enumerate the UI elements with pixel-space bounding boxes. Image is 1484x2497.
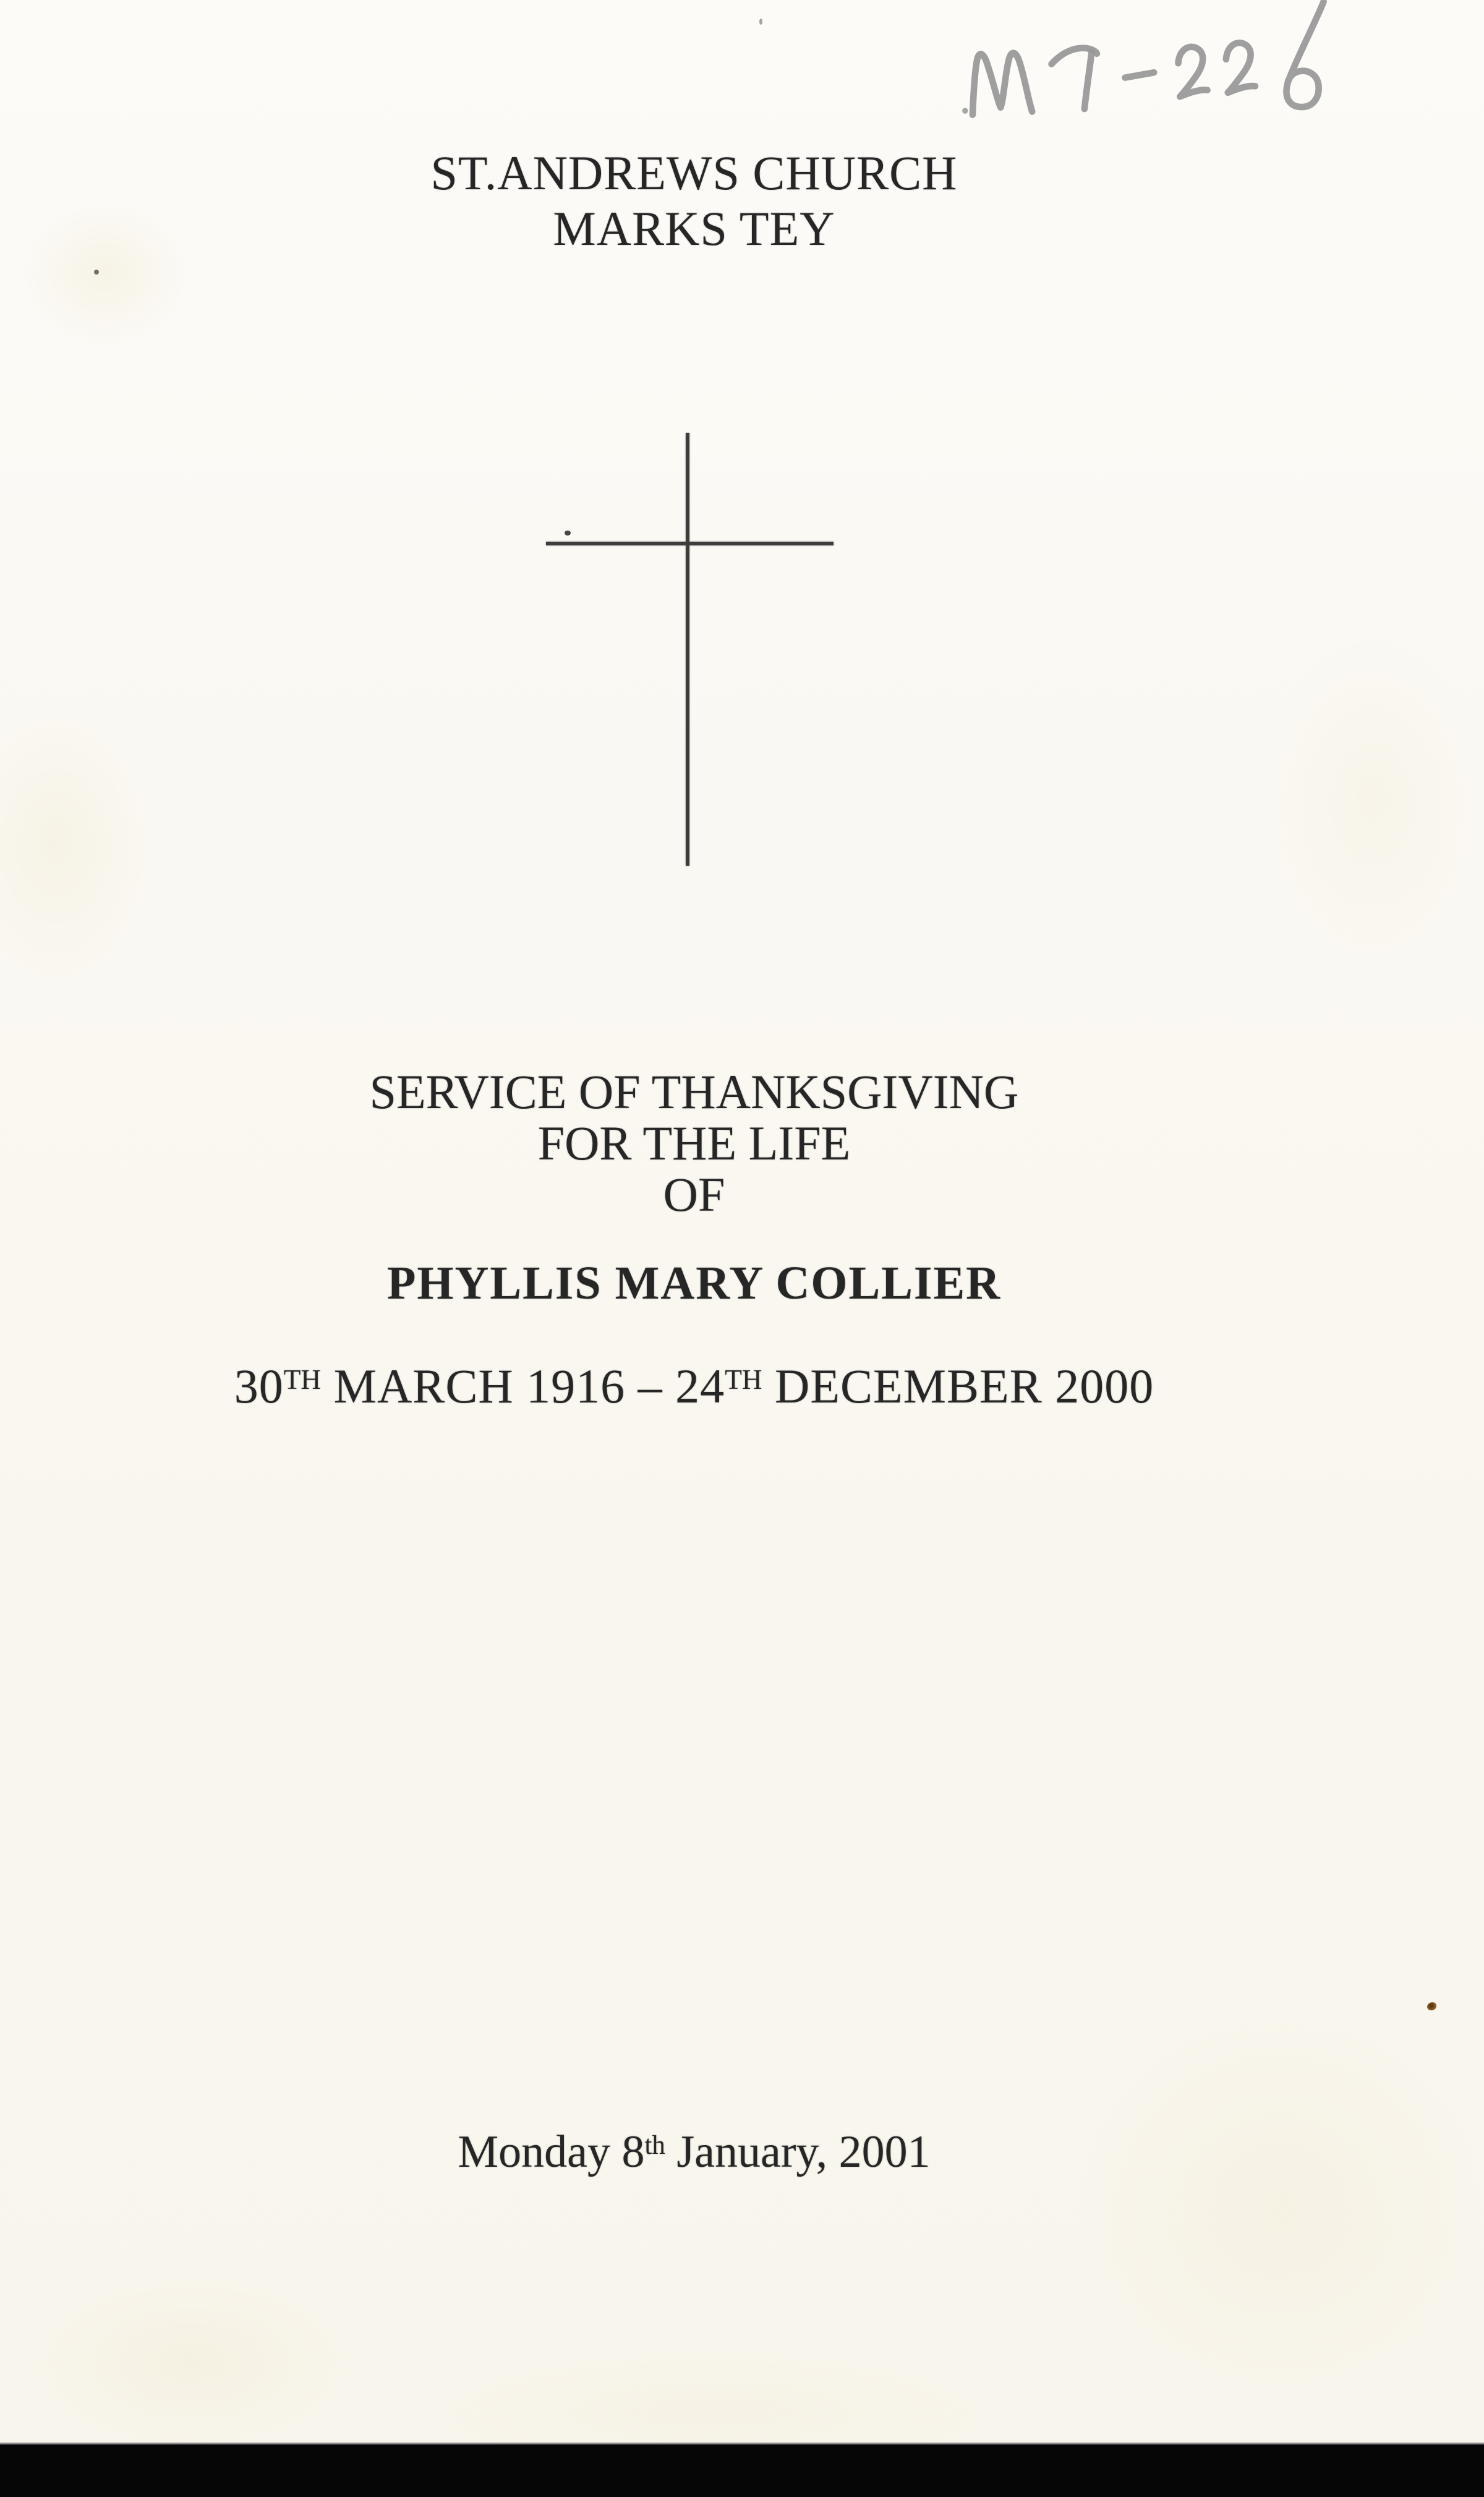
life-dates xyxy=(0,1359,1388,1417)
pencil-digit-2 xyxy=(1177,46,1208,97)
pencil-dash xyxy=(1125,72,1154,77)
service-title-line1: SERVICE OF THANKSGIVING xyxy=(369,1065,1019,1119)
service-date-end: January, 2001 xyxy=(665,2127,931,2177)
paper-stain xyxy=(31,2276,352,2449)
service-date-start: Monday 8 xyxy=(458,2127,645,2177)
service-title-line3: OF xyxy=(663,1167,725,1221)
pencil-digit-2 xyxy=(1226,42,1256,93)
paper-stain xyxy=(1261,637,1484,958)
scan-speck xyxy=(94,270,99,275)
handwritten-reference-annotation xyxy=(952,0,1367,137)
paper-stain xyxy=(1076,2016,1484,2399)
birth-day: 30 xyxy=(234,1359,284,1413)
service-title-line2: FOR THE LIFE xyxy=(537,1116,851,1170)
cross-vertical-bar xyxy=(686,433,689,866)
cross-horizontal-bar xyxy=(546,542,834,545)
birth-ordinal-suffix: TH xyxy=(283,1364,322,1396)
scan-speck xyxy=(565,531,571,536)
dates-end: DECEMBER 2000 xyxy=(762,1359,1154,1413)
service-date xyxy=(0,2129,1388,2182)
church-location: MARKS TEY xyxy=(553,202,835,255)
paper-stain xyxy=(0,699,155,983)
pencil-letter-M xyxy=(970,51,1032,114)
pencil-dot xyxy=(962,108,968,114)
service-date-ordinal-suffix: th xyxy=(644,2131,665,2161)
church-name: ST.ANDREWS CHURCH xyxy=(430,146,958,200)
death-ordinal-suffix: TH xyxy=(725,1364,762,1396)
dates-middle: MARCH 1916 – 24 xyxy=(321,1359,725,1413)
pencil-digit-6 xyxy=(1282,2,1329,108)
deceased-name: PHYLLIS MARY COLLIER xyxy=(386,1257,1002,1309)
paper-fleck xyxy=(1427,2002,1436,2010)
pencil-digit-7-stem xyxy=(1081,52,1094,109)
scan-speck xyxy=(759,19,762,25)
scanner-edge-bar xyxy=(0,2443,1484,2497)
